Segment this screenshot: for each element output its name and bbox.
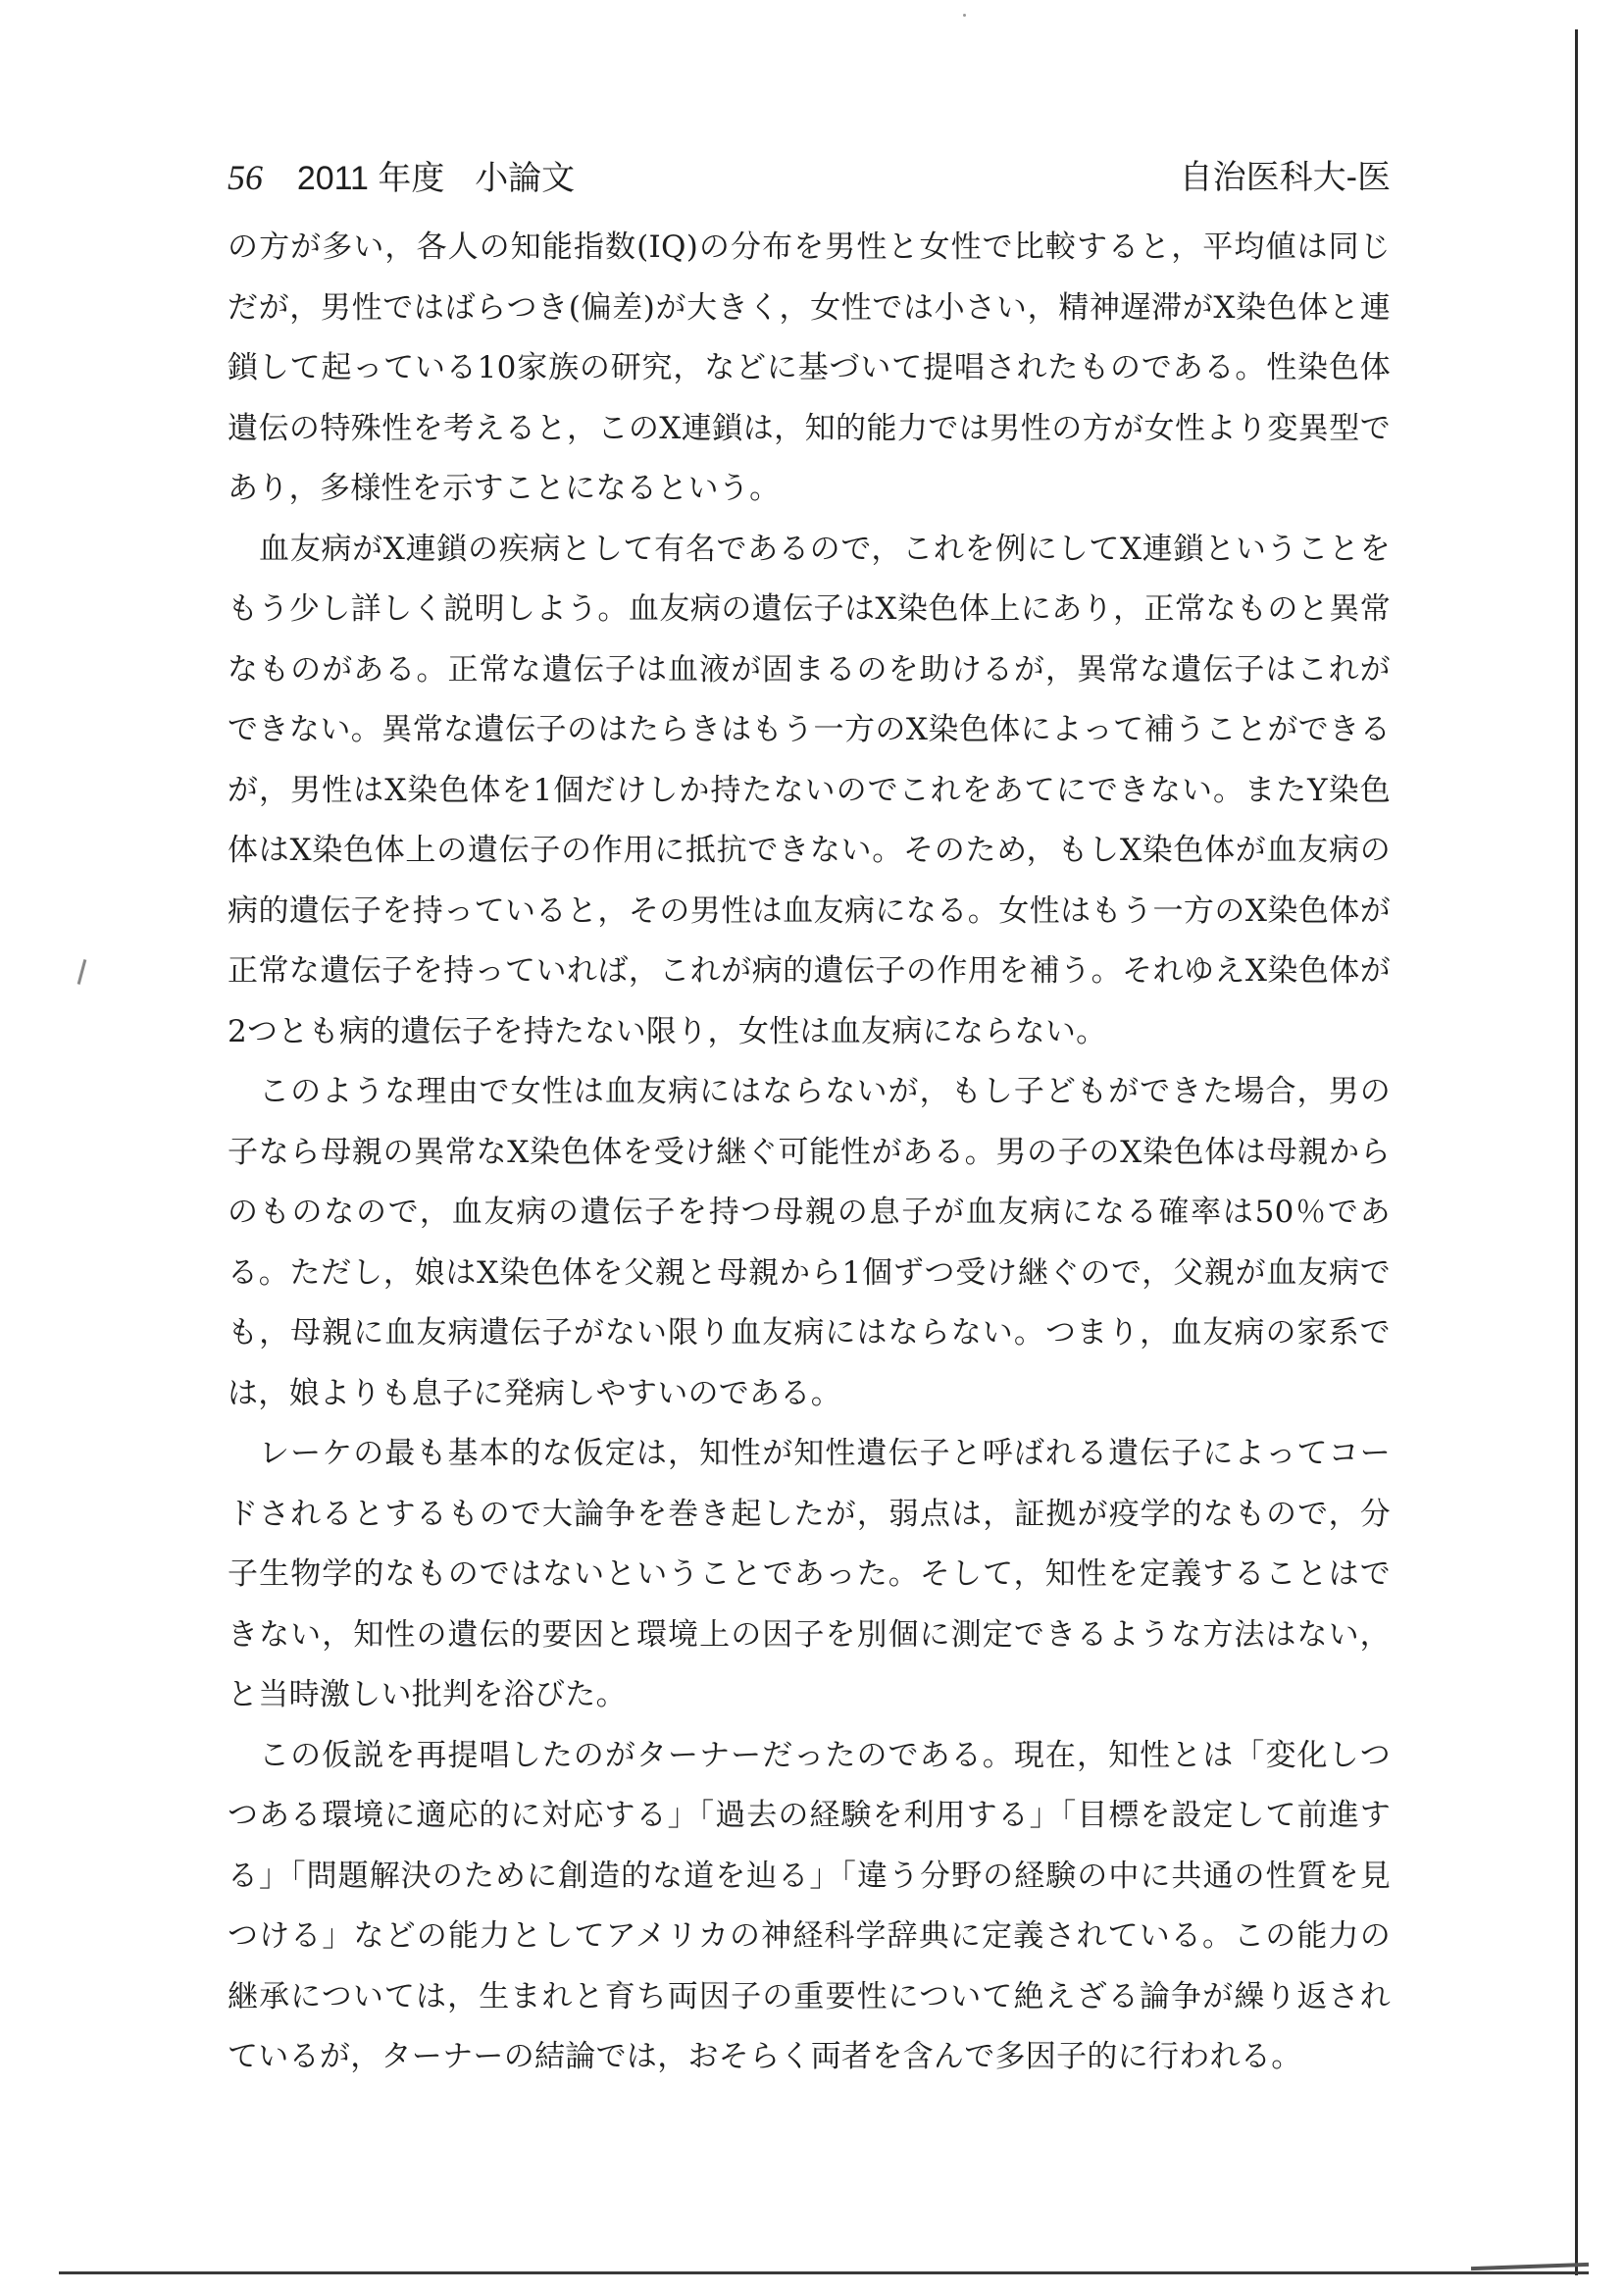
page-header bbox=[228, 153, 1391, 202]
scan-mark bbox=[77, 959, 87, 985]
page-edge-bottom bbox=[59, 2271, 1589, 2274]
paragraph-4: レーケの最も基本的な仮定は，知性が知性遺伝子と呼ばれる遺伝子によってコードされるとするもので大論争を巻き起したが，弱点は，証拠が疫学的なもので，分子生物学的なものではないということであった。そして，知性を定義することはできない，知性の遺伝的要因と環境上の因子を別個に測定できるような方法はない，と当時激しい批判を浴びた。 bbox=[228, 1436, 1391, 1712]
paragraph-5: この仮説を再提唱したのがターナーだったのである。現在，知性とは「変化しつつある環境に適応的に対応する」「過去の経験を利用する」「目標を設定して前進する」「問題解決のために創造的な道を辿る」「違う分野の経験の中に共通の性質を見つける」などの能力としてアメリカの神経科学辞典に定義されている。この能力の継承については，生まれと育ち両因子の重要性について絶えざる論争が繰り返されているが，ターナーの結論では，おそらく両者を含んで多因子的に行われる。 bbox=[228, 1737, 1391, 2074]
exam-year: 2011 年度 bbox=[296, 160, 445, 197]
school-name: 自治医科大-医 bbox=[1179, 159, 1391, 196]
scan-dot bbox=[963, 14, 966, 17]
exam-subject: 小論文 bbox=[475, 160, 576, 197]
paragraph-1: の方が多い，各人の知能指数(IQ)の分布を男性と女性で比較すると，平均値は同じだが，男性ではばらつき(偏差)が大きく，女性では小さい，精神遅滞がX染色体と連鎖して起っている10家族の研究，などに基づいて提唱されたものである。性染色体遺伝の特殊性を考えると，このX連鎖は，知的能力では男性の方が女性より変異型であり，多様性を示すことになるという。 bbox=[228, 229, 1391, 506]
page-number: 56 bbox=[228, 158, 263, 197]
paragraph-2: 血友病がX連鎖の疾病として有名であるので，これを例にしてX連鎖ということをもう少し詳しく説明しよう。血友病の遺伝子はX染色体上にあり，正常なものと異常なものがある。正常な遺伝子は血液が固まるのを助けるが，異常な遺伝子はこれができない。異常な遺伝子のはたらきはもう一方のX染色体によって補うことができるが，男性はX染色体を1個だけしか持たないのでこれをあてにできない。またY染色体はX染色体上の遺伝子の作用に抵抗できない。そのため，もしX染色体が血友病の病的遺伝子を持っていると，その男性は血友病になる。女性はもう一方のX染色体が正常な遺伝子を持っていれば，これが病的遺伝子の作用を補う。それゆえX染色体が2つとも病的遺伝子を持たない限り，女性は血友病にならない。 bbox=[228, 531, 1391, 1049]
page-curl bbox=[1471, 2263, 1589, 2270]
paragraph-3: このような理由で女性は血友病にはならないが，もし子どもができた場合，男の子なら母親の異常なX染色体を受け継ぐ可能性がある。男の子のX染色体は母親からのものなので，血友病の遺伝子を持つ母親の息子が血友病になる確率は50％である。ただし，娘はX染色体を父親と母親から1個ずつ受け継ぐので，父親が血友病でも，母親に血友病遺伝子がない限り血友病にはならない。つまり，血友病の家系では，娘よりも息子に発病しやすいのである。 bbox=[228, 1074, 1391, 1411]
body-text bbox=[228, 218, 1391, 2088]
page-edge-right bbox=[1575, 29, 1578, 2275]
